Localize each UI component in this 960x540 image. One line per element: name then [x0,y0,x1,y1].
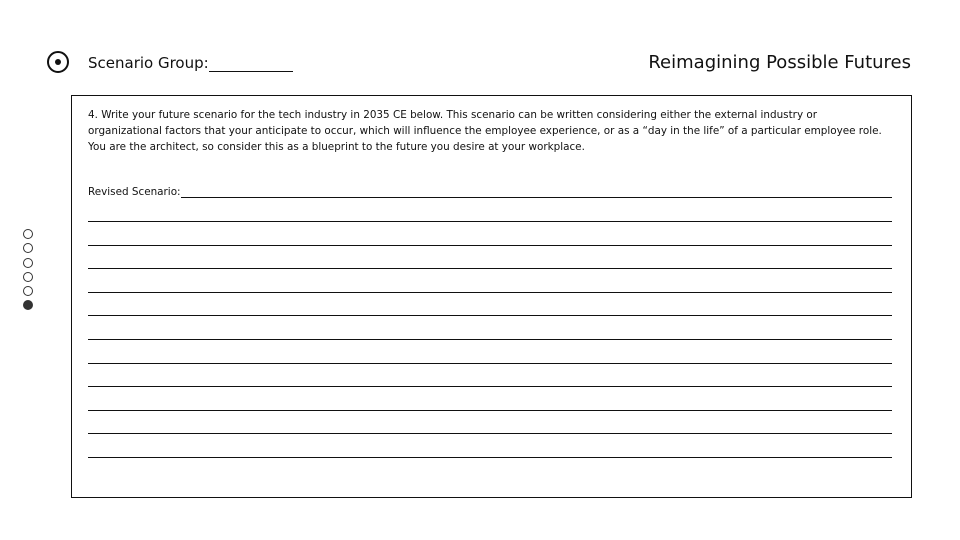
question-prompt: 4. Write your future scenario for the tech industry in 2035 CE below. This scenario can be written considering either the external industry or organizational factors that your anticipate to occur, which will influence the employee experience, or as a “day in the life” of a particular employee role. You are the architect, so consider this as a blueprint to the future you desire at your workplace. [88,109,882,153]
revised-scenario-label: Revised Scenario: [88,186,181,198]
writing-line[interactable] [88,315,892,316]
target-icon-center [55,59,61,65]
progress-dot[interactable] [23,229,33,239]
writing-line[interactable] [88,363,892,364]
target-icon [47,51,69,73]
writing-line[interactable] [88,221,892,222]
scenario-group-blank[interactable] [209,71,293,72]
page-title: Reimagining Possible Futures [648,52,911,73]
scenario-card [71,95,912,498]
scenario-group-label: Scenario Group: [88,54,209,72]
writing-line[interactable] [88,245,892,246]
progress-dot[interactable] [23,243,33,253]
writing-line[interactable] [88,339,892,340]
progress-dot[interactable] [23,286,33,296]
progress-indicator [23,229,33,315]
writing-line[interactable] [88,433,892,434]
progress-dot[interactable] [23,300,33,310]
progress-dot[interactable] [23,272,33,282]
writing-line[interactable] [88,268,892,269]
writing-line[interactable] [88,292,892,293]
writing-line[interactable] [88,457,892,458]
writing-line[interactable] [88,410,892,411]
revised-scenario-blank[interactable] [181,197,892,198]
writing-line[interactable] [88,386,892,387]
progress-dot[interactable] [23,258,33,268]
